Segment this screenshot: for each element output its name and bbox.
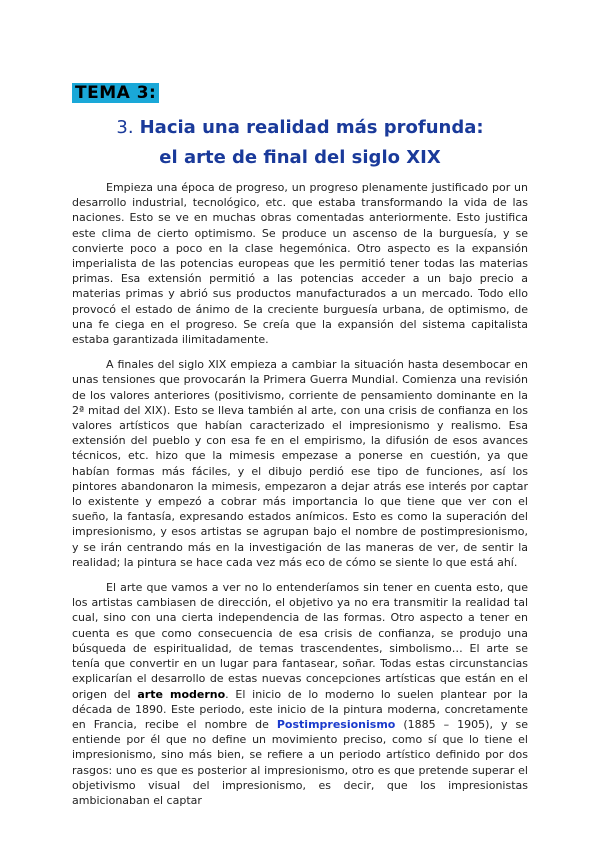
arte-moderno-term: arte moderno [137, 687, 226, 701]
paragraph-2: A finales del siglo XIX empieza a cambiar la situación hasta desembocar en unas tensiones que provocarán la Primera Guerra Mundial. Comienza una revisión de los valores anteriores (positivismo, corriente de pensamiento dominante en la 2ª mitad del XIX). Esto se lleva también al arte, con una crisis de confianza en los valores artísticos que habían caracterizado el impresionismo y realismo. Esa extensión del pueblo y con esa fe en el empirismo, la difusión de esos avances técnicos, etc. hizo que la mimesis empezase a ponerse en cuestión, ya que habían formas más fáciles, y el dibujo perdió ese tipo de funciones, así los pintores abandonaron la mimesis, empezaron a dejar atrás ese interés por captar lo existente y empezó a cobrar más importancia lo que tiene que ver con el sueño, la fantasía, expresando estados anímicos. Esto es como la superación del impresionismo, y esos artistas se agrupan bajo el nombre de postimpresionismo, y se irán centrando más en la investigación de las maneras de ver, de sentir la realidad; la pintura se hace cada vez más eco de cómo se siente lo que está ahí. [72, 358, 528, 569]
paragraph-3-part-a: El arte que vamos a ver no lo entenderíamos sin tener en cuenta esto, que los artistas cambiasen de dirección, el objetivo ya no era transmitir la realidad tal cual, sino con una cierta independencia de las formas. Otro aspecto a tener en cuenta es que como consecuencia de esa crisis de confianza, se produjo una búsqueda de espiritualidad, de temas trascendentes, simbolismo… El arte se tenía que convertir en un lugar para fantasear, soñar. Todas estas circunstancias explicarían el desarrollo de estas nuevas concepciones artísticas que están en el origen del [72, 581, 528, 701]
paragraph-1: Empieza una época de progreso, un progreso plenamente justificado por un desarrollo industrial, tecnológico, etc. que estaba transformando la vida de las naciones. Esto se ve en muchas obras comentadas anteriormente. Esto justifica este clima de cierto optimismo. Se produce un ascenso de la burguesía, y se convierte poco a poco en la clase hegemónica. Otro aspecto es la expansión imperialista de las potencias europeas que les permitió tener todas las materias primas. Esa extensión permitió a las potencias acceder a un bajo precio a materias primas y abrió sus productos manufacturados a un mercado. Todo ello provocó el estado de ánimo de la creciente burguesía urbana, de optimismo, de una fe ciega en el progreso. Se creía que la expansión del sistema capitalista estaba garantizada ilimitadamente. [72, 181, 528, 347]
title-number: 3. [116, 117, 134, 138]
title-line-1 [0, 116, 600, 140]
postimpresionismo-term: Postimpresionismo [276, 717, 396, 731]
paragraph-3-part-c: (1885 – 1905), y se entiende por él que no define un movimiento preciso, como sí que lo tiene el impresionismo, sino más bien, se refiere a un periodo artístico definido por dos rasgos: uno es que es posterior al impresionismo, otro es que pretende superar el objetivismo visual del impresionismo, es decir, que los impresionistas ambicionaban el captar [72, 717, 529, 807]
tema-label: TEMA 3: [72, 83, 159, 103]
paragraph-3 [72, 580, 528, 808]
body-text [72, 180, 528, 818]
title-text-1: Hacia una realidad más profunda: [139, 117, 484, 138]
paragraph-3-part-b: . El inicio de lo moderno lo suelen plantear por la década de 1890. Este periodo, este inicio de la pintura moderna, concretamente en Francia, recibe el nombre de [72, 687, 529, 731]
title-line-2: el arte de final del siglo XIX [159, 147, 441, 168]
